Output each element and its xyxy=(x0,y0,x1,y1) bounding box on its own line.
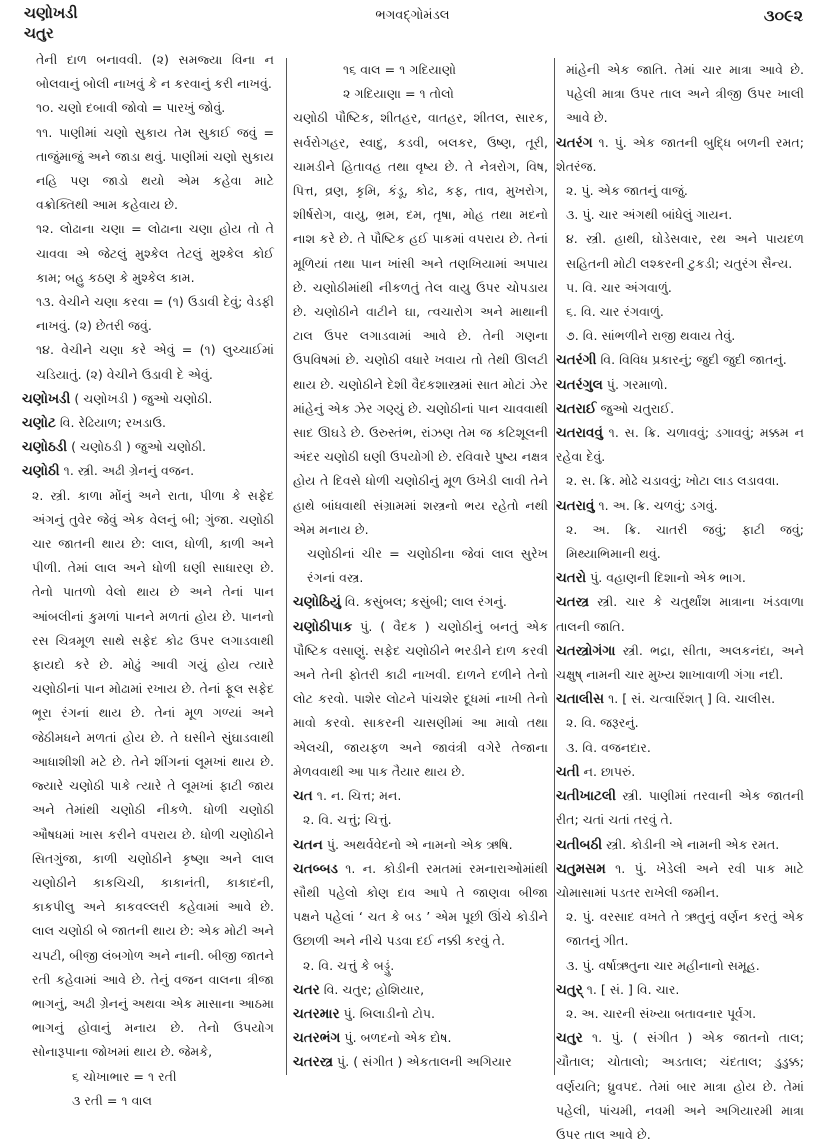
definition-text: ( ચણોખડી ) જુઓ ચણોઠી. xyxy=(70,390,213,406)
definition-text: ૧. ન. કોડીની રમતમાં રમનારાઓમાંથી સૌથી પહેલો કોણ દાવ આપે તે જાણવા બીજા પક્ષને પહેલાં ‘ ચત કે બડ ’ એમ પૂછી ઊંચે કોડીને ઉછાળી અને નીચે પડવા દઈ નક્કી કરવું તે. xyxy=(293,860,548,949)
headword: ચતરો xyxy=(556,570,587,587)
dictionary-entry xyxy=(556,373,804,397)
dictionary-entry xyxy=(556,348,804,372)
definition-text: ૧૦. ચણો દબાવી જોવો = પારખું જોવું. xyxy=(36,100,226,116)
column-1 xyxy=(22,48,274,1113)
dictionary-entry xyxy=(22,1065,274,1089)
dictionary-entry xyxy=(556,954,804,978)
headword: ચતસ્ત્રોગંગા xyxy=(556,642,616,659)
dictionary-entry xyxy=(556,784,804,832)
dictionary-entry xyxy=(556,687,804,711)
dictionary-entry xyxy=(293,106,548,542)
definition-text: ૨. વિ. ચત્તું; ચિત્તું. xyxy=(303,812,392,828)
headword: ચણોઠી xyxy=(22,463,60,480)
definition-text: ૧. પું. ખેડેલી અને રવી પાક માટે ચોમાસામાં પડતર રાખેલી જમીન. xyxy=(556,860,804,900)
dictionary-entry xyxy=(293,590,548,614)
definition-text: ચણોઠીનાં ચીર = ચણોઠીના જેવાં લાલ સુરેખ રંગનાં વસ્ત્ર. xyxy=(307,546,548,586)
dictionary-entry xyxy=(293,1050,548,1074)
dictionary-entry xyxy=(22,387,274,411)
guide-word-last: ચતુર xyxy=(24,24,54,42)
definition-text: જુઓ ચતુરાઈ. xyxy=(596,400,675,416)
dictionary-entry xyxy=(556,469,804,493)
dictionary-entry xyxy=(556,978,804,1002)
headword: ચણોઠડી xyxy=(22,439,68,456)
definition-text: ૧. ન. ચિત્ત; મન. xyxy=(312,788,402,804)
dictionary-entry xyxy=(293,1026,548,1050)
definition-text: પું. ( સંગીત ) એકતાલની અગિયાર xyxy=(333,1054,512,1070)
definition-text: ૧. પું. એક જાતની બુદ્ધિ બળની રમત; શેતરંજ. xyxy=(556,134,804,174)
dictionary-entry xyxy=(293,615,548,784)
dictionary-entry xyxy=(556,421,804,469)
book-title: ભગવદ્ગોમંડલ xyxy=(375,8,450,23)
dictionary-entry xyxy=(556,131,804,179)
definition-text: વિ. ચતુર; હોશિયાર, xyxy=(319,981,425,997)
definition-text: સ્ત્રી. પાણીમાં તરવાની એક જાતની રીત; ચતાં ચતાં તરવું તે. xyxy=(556,788,804,828)
dictionary-entry xyxy=(22,290,274,338)
headword: ચણોઠિયું xyxy=(293,594,341,611)
dictionary-entry xyxy=(556,833,804,857)
dictionary-entry xyxy=(293,784,548,808)
dictionary-entry xyxy=(556,397,804,421)
definition-text: ૧૨. લોઢાના ચણા = લોઢાના ચણા હોય તો તે ચાવવા એ જેટલું મુશ્કેલ તેટલું મુશ્કેલ કોઈ કામ; બહુ કઠણ કે મુશ્કેલ કામ. xyxy=(36,221,274,285)
dictionary-entry xyxy=(556,276,804,300)
definition-text: ૨. અ. ક્રિ. ચાતરી જવું; ફાટી જવું; મિથ્યાભિમાની થવું. xyxy=(566,521,804,562)
dictionary-entry xyxy=(556,1002,804,1026)
dictionary-entry xyxy=(556,324,804,348)
definition-text: સ્ત્રી. ચાર કે ચતુર્થાંશ માત્રાના ખંડવાળા તાલની જાતિ. xyxy=(556,594,804,634)
definition-text: ૧૩. વેચીને ચણા કરવા = (૧) ઉડાવી દેવું; વેડફી નાખવું. (૨) છેતરી જવું. xyxy=(36,294,274,334)
dictionary-entry xyxy=(293,833,548,857)
definition-text: ૨. પું. એક જાતનું વાજું. xyxy=(566,183,688,199)
headword: ચણોટ xyxy=(22,415,56,432)
definition-text: ૧. [ સં. ] વિ. ચાર. xyxy=(582,981,680,997)
guide-word-first: ચણોખડી xyxy=(24,4,78,22)
definition-text: ૨. પું. વરસાદ વખતે તે ઋતુનું વર્ણન કરતું એક જાતનું ગીત. xyxy=(566,909,804,949)
headword: ચતરાઈ xyxy=(556,400,597,417)
headword: ચણોઠીપાક xyxy=(293,618,353,635)
definition-text: વિ. કસુંબલ; કસુંબી; લાલ રંગનું. xyxy=(340,594,507,610)
definition-text: સ્ત્રી. ભદ્રા, સીતા, અલકનંદા, અને ચક્ષુષ્ નામની ચાર મુખ્ય શાખાવાળી ગંગા નદી. xyxy=(556,642,804,683)
definition-text: ૬. વિ. ચાર રંગવાળું. xyxy=(566,304,664,320)
definition-text: ૫. વિ. ચાર અંગવાળું. xyxy=(566,279,672,295)
definition-text: ૧. અ. ક્રિ. ચળવું; ડગવું. xyxy=(594,497,718,513)
dictionary-entry xyxy=(22,217,274,290)
dictionary-entry xyxy=(293,978,548,1002)
dictionary-entry xyxy=(22,96,274,120)
headword: ચતરસ્ત્ર xyxy=(293,1054,334,1071)
dictionary-entry xyxy=(556,518,804,566)
dictionary-entry xyxy=(22,1089,274,1113)
headword: ચતુર્ xyxy=(556,981,583,998)
definition-text: ૩ રતી = ૧ વાલ xyxy=(72,1092,153,1108)
definition-text: ન. છાપરું. xyxy=(579,763,636,779)
dictionary-entry xyxy=(556,639,804,687)
definition-text: ૧. સ. ક્રિ. ચળાવવું; ડગાવવું; મક્કમ ન રહેવા દેવું. xyxy=(556,425,804,465)
headword: ચતુર xyxy=(556,1030,583,1047)
headword: ચતીખાટલી xyxy=(556,788,616,805)
definition-text: ૩. વિ. વજનદાર. xyxy=(566,739,651,755)
dictionary-entry xyxy=(556,300,804,324)
dictionary-entry xyxy=(556,1026,804,1147)
dictionary-entry xyxy=(556,227,804,275)
column-2 xyxy=(286,58,555,1075)
headword: ચતરભંગ xyxy=(293,1030,341,1047)
definition-text: તેની દાળ બનાવવી. (૨) સમજ્યા વિના ન બોલવાનું બોલી નાખવું કે ન કરવાનું કરી નાખવું. xyxy=(36,52,274,92)
headword: ચતી xyxy=(556,763,580,780)
dictionary-entry xyxy=(22,121,274,218)
definition-text: ૨. વિ. ચત્તું કે બડ્ડું. xyxy=(303,957,395,973)
definition-text: ( ચણોઠડી ) જુઓ ચણોઠી. xyxy=(67,439,207,455)
dictionary-entry xyxy=(22,459,274,483)
dictionary-entry xyxy=(556,179,804,203)
definition-text: પું. ( વૈદક ) ચણોઠીનું બનતું એક પૌષ્ટિક વસાણું. સફેદ ચણોઠીને ભરડીને દાળ કરવી અને તેની ફોતરી કાઢી નાખવી. દાળને દળીને તેનો લોટ કરવો. પાશેર લોટને પાંચશેર દૂધમાં નાખી તેનો માવો કરવો. સાકરની ચાસણીમાં આ માવો તથા એલચી, જાયફળ અને જાવંત્રી વગેરે તેજાના મેળવવાથી આ પાક તૈયાર થાય છે. xyxy=(293,618,548,779)
dictionary-entry xyxy=(293,58,548,82)
definition-text: ૪. સ્ત્રી. હાથી, ઘોડેસવાર, રથ અને પાયદળ સહિતની મોટી લશ્કરની ટુકડી; ચતુરંગ સૈન્ય. xyxy=(566,231,804,271)
definition-text: ચણોઠી પૌષ્ટિક, શીતહર, વાતહર, શીતલ, સારક, સર્વરોગહર, સ્વાદુ, કડવી, બલકર, ઉષ્ણ, તૂરી, ચામડીને હિતાવહ તથા વૃષ્ય છે. તે નેત્રરોગ, વિષ, પિત્ત, વ્રણ, કૃમિ, કંડૂ, કોઢ, કફ, તાવ, મુખરોગ, શીર્ષરોગ, વાયુ, ભ્રમ, દમ, તૃષા, મોહ તથા મદનો નાશ કરે છે. તે પૌષ્ટિક હઈ પાકમાં વપરાય છે. તેનાં મૂળિયાં તથા પાન ખાંસી અને તણખિયામાં અપાય છે. ચણોઠીમાંથી નીકળતું તેલ વાયુ ઉપર ચોપડાય છે. ચણોઠીને વાટીને ઘા, ત્વચારોગ અને માથાની ટાલ ઉપર લગાડવામાં આવે છે. તેની ગણના ઉપવિષમાં છે. ચણોઠી વધારે ખવાય તો તેથી ઊલટી થાય છે. ચણોઠીને દેશી વૈદકશાસ્ત્રમાં સાત મોટાં ઝેર માંહેનું એક ઝેર ગણ્યું છે. ચણોઠીનાં પાન ચાવવાથી સાદ ઊઘડે છે. ઉરુસ્તંભ, રાંઝણ તેમ જ કટિશૂલની અંદર ચણોઠી ઘણી ઉપયોગી છે. રવિવારે પુષ્ય નક્ષત્ર હોય તે દિવસે ધોળી ચણોઠીનું મૂળ ઉખેડી લાવી તેને હાથે બાંધવાથી સંગ્રામમાં શસ્ત્રનો ભય રહેતો નથી એમ મનાય છે. xyxy=(293,110,548,537)
definition-text: માંહેની એક જાતિ. તેમાં ચાર માત્રા આવે છે. પહેલી માત્રા ઉપર તાલ અને ત્રીજી ઉપર ખાલી આવે છે. xyxy=(566,62,804,126)
headword: ચતરાવવું xyxy=(556,425,603,442)
headword: ચતાલીસ xyxy=(556,691,605,708)
definition-text: ૨. અ. ચારની સંખ્યા બતાવનાર પૂર્વગ. xyxy=(566,1005,757,1021)
dictionary-entry xyxy=(22,411,274,435)
headword: ચતન xyxy=(293,836,323,853)
dictionary-entry xyxy=(556,711,804,735)
dictionary-entry xyxy=(556,590,804,638)
definition-text: પું. બિલાડીનો ટોપ. xyxy=(339,1005,436,1021)
dictionary-entry xyxy=(556,857,804,905)
headword: ચતરંગ xyxy=(556,134,593,151)
dictionary-entry xyxy=(293,808,548,832)
dictionary-entry xyxy=(556,736,804,760)
column-3 xyxy=(556,58,804,1147)
dictionary-entry xyxy=(556,58,804,131)
definition-text: પું. બળદનો એક દોષ. xyxy=(340,1030,452,1046)
dictionary-entry xyxy=(293,1002,548,1026)
definition-text: ૩. પું. વર્ષાઋતુના ચાર મહીનાનો સમૂહ. xyxy=(566,957,760,973)
definition-text: ૧. સ્ત્રી. અઢી ગ્રેનનું વજન. xyxy=(59,463,195,479)
dictionary-entry xyxy=(556,566,804,590)
definition-text: ૩. પું. ચાર અંગથી બાંધેલું ગાયન. xyxy=(566,207,733,223)
definition-text: ૧૬ વાલ = ૧ ગદિયાણો xyxy=(343,62,457,77)
dictionary-entry xyxy=(293,82,548,106)
dictionary-entry xyxy=(22,338,274,386)
definition-text: ૬ ચોખાભાર = ૧ રતી xyxy=(72,1068,177,1084)
definition-text: ૨. વિ. જરૂરનું. xyxy=(566,715,639,731)
dictionary-entry xyxy=(556,905,804,953)
definition-text: ૧. [ સં. ચત્વારિંશત્ ] વિ. ચાલીસ. xyxy=(604,691,776,707)
definition-text: વિ. રેઢિયાળ; રખડાઉ. xyxy=(55,415,166,431)
definition-text: ૨ ગદિયાણા = ૧ તોલો xyxy=(343,86,454,102)
headword: ચતરંગી xyxy=(556,352,597,369)
headword: ચતસ્ત્ર xyxy=(556,594,590,611)
definition-text: ૧૧. પાણીમાં ચણો સુકાય તેમ સુકાઈ જવું = તાજુંમાજું અને જાડા થવું. પાણીમાં ચણો સુકાય નહિ પણ જાડો થયો એમ કહેવા માટે વક્રોક્તિથી આમ કહેવાય છે. xyxy=(36,124,274,213)
definition-text: ૨. સ્ત્રી. કાળા મોંનું અને રાતા, પીળા કે સફેદ અંગનું તુવેર જેવું એક વેલનું બી; ગુંજા. ચણોઠી ચાર જાતની થાય છે: લાલ, ધોળી, કાળી અને પીળી. તેમાં લાલ અને ધોળી ઘણી સાધારણ છે. તેનો પાતળો વેલો થાય છે અને તેનાં પાન આંબલીનાં કુમળાં પાનને મળતાં હોય છે. પાનનો રસ ચિત્રમૂળ સાથે સફેદ કોઢ ઉપર લગાડવાથી ફાયદો કરે છે. મોઢું આવી ગયું હોય ત્યારે ચણોઠીનાં પાન મોઢામાં રખાય છે. તેનાં ફૂલ સફેદ ભૂરા રંગનાં થાય છે. તેનાં મૂળ ગળ્યાં અને જેઠીમધને મળતાં હોય છે. તે ઘસીને સુંઘાડવાથી આધાશીશી મટે છે. તેને શીંગનાં લૂમખાં થાય છે. જ્યારે ચણોઠી પાકે ત્યારે તે લૂમખાં ફાટી જાય અને તેમાંથી ચણોઠી નીકળે. ધોળી ચણોઠી ઔષધમાં ખાસ કરીને વપરાય છે. ધોળી ચણોઠીને સિતગુંજા, કાળી ચણોઠીને કૃષ્ણા અને લાલ ચણોઠીને કાકચિચી, કાકાનંતી, કાકાદની, કાકપીલુ અને કાકવલ્લરી કહેવામાં આવે છે. લાલ ચણોઠી બે જાતની થાય છે: એક મોટી અને ચપટી, બીજી લંબગોળ અને નાની. બીજી જાતને રતી કહેવામાં આવે છે. તેનું વજન વાલના ત્રીજા ભાગનું, અઢી ગ્રેનનું અથવા એક માસાના આઠમા ભાગનું હોવાનું મનાય છે. તેનો ઉપયોગ સોનારૂપાના જોખમાં થાય છે. જેમકે, xyxy=(32,487,274,1060)
headword: ચણોખડી xyxy=(22,390,71,407)
definition-text: ૧૪. વેચીને ચણા કરે એવું = (૧) લુચ્ચાઈમાં ચડિયાતું. (૨) વેચીને ઉડાવી દે એવું. xyxy=(36,342,274,382)
definition-text: પું. વહાણની દિશાનો એક ભાગ. xyxy=(586,570,746,586)
dictionary-entry xyxy=(293,542,548,590)
definition-text: પું. અથર્વવેદનો એ નામનો એક ઋષિ. xyxy=(322,836,513,852)
dictionary-entry xyxy=(556,760,804,784)
dictionary-entry xyxy=(556,494,804,518)
definition-text: ૭. વિ. સાંભળીને રાજી થવાય તેવું. xyxy=(566,328,736,344)
dictionary-entry xyxy=(22,48,274,96)
headword: ચતરાવું xyxy=(556,497,595,514)
dictionary-entry xyxy=(22,435,274,459)
headword: ચતુમસમ xyxy=(556,860,606,877)
headword: ચત xyxy=(293,788,313,805)
definition-text: વિ. વિવિધ પ્રકારનું; જુદી જુદી જાતનું. xyxy=(596,352,787,368)
dictionary-entry xyxy=(556,203,804,227)
dictionary-entry xyxy=(22,484,274,1065)
headword: ચતર xyxy=(293,981,320,998)
dictionary-entry xyxy=(293,954,548,978)
page-number: ૩૦૯૨ xyxy=(763,6,803,25)
headword: ચતરંગુલ xyxy=(556,376,603,393)
definition-text: સ્ત્રી. કોડીની એ નામની એક રમત. xyxy=(602,836,780,852)
definition-text: ૨. સ. ક્રિ. મોઢે ચડાવવું; ખોટા લાડ લડાવવા. xyxy=(566,473,780,489)
headword: ચતરમાર xyxy=(293,1005,340,1022)
definition-text: પું. ગરમાળો. xyxy=(602,376,668,392)
dictionary-entry xyxy=(293,857,548,954)
headword: ચતીબઠી xyxy=(556,836,603,853)
definition-text: ૧. પું. ( સંગીત ) એક જાતનો તાલ; ચૌતાલ; ચોતાલો; અડતાલ; ચંદતાલ; ડુડુક્ક; વર્ણયતિ; ધ્રુવપદ. તેમાં બાર માત્રા હોય છે. તેમાં પહેલી, પાંચમી, નવમી અને અગિયારમી માત્રા ઉપર તાલ આવે છે. xyxy=(556,1030,804,1142)
headword: ચતબ્બડ xyxy=(293,860,338,877)
